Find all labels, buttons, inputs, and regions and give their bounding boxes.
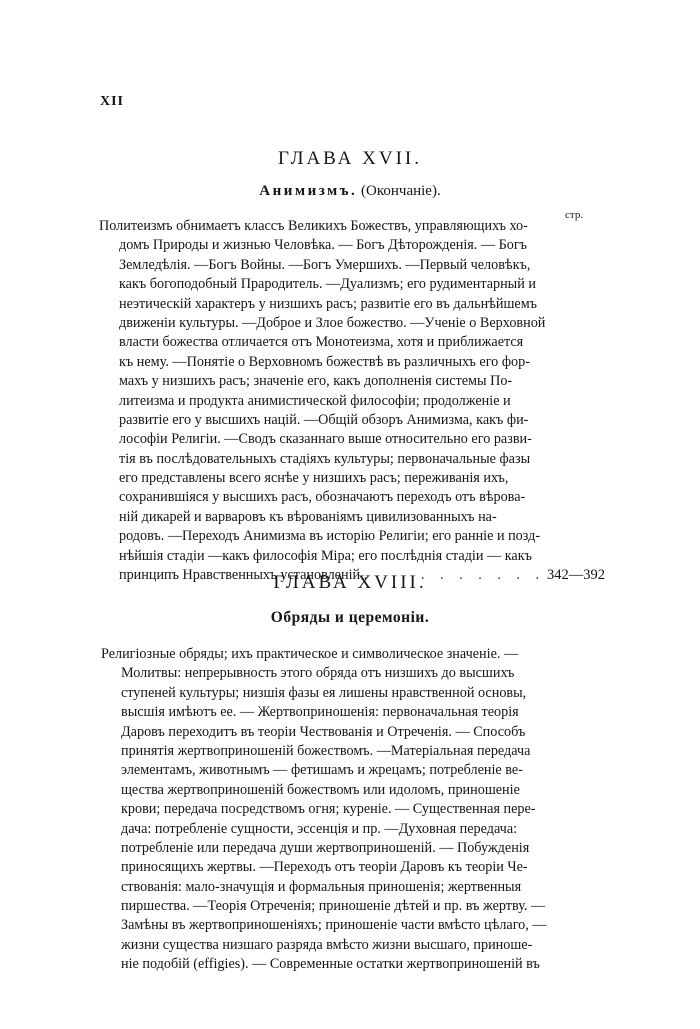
summary-line: высшія имѣютъ ее. — Жертвоприношенія: первоначальная теорія bbox=[121, 704, 519, 721]
chapter-18-subtitle-main: Обряды и церемоніи. bbox=[270, 609, 430, 626]
page-number: XII bbox=[100, 94, 125, 109]
summary-line: лософіи Религіи. —Сводъ сказаннаго выше относительно его разви- bbox=[119, 431, 532, 448]
summary-line: Земледѣлія. —Богъ Войны. —Богъ Умершихъ. —Первый человѣкъ, bbox=[119, 256, 531, 273]
summary-line: домъ Природы и жизнью Человѣка. — Богъ Дѣторожденія. — Богъ bbox=[119, 237, 528, 254]
summary-line: ступеней культуры; низшія фазы ея лишены нравственной основы, bbox=[121, 684, 527, 701]
summary-line: потребленіе или передача души жертвоприношеній. — Побужденія bbox=[121, 839, 530, 856]
chapter-18-summary bbox=[101, 645, 601, 975]
summary-line: щества жертвоприношеній божествомъ или идоломъ, приношеніе bbox=[121, 781, 520, 798]
summary-line: махъ у низшихъ расъ; значеніе его, какъ дополненія системы По- bbox=[119, 373, 513, 390]
summary-line: родовъ. —Переходъ Анимизма въ исторію Религіи; его ранніе и позд- bbox=[119, 528, 541, 545]
chapter-18-subtitle bbox=[0, 609, 700, 627]
chapter-18-title: ГЛАВА XVIII. bbox=[273, 572, 427, 593]
summary-line: какъ богоподобный Прародитель. —Дуализмъ; его рудиментарный и bbox=[119, 276, 536, 293]
summary-line: развитіе его у высшихъ націй. —Общій обзоръ Анимизма, какъ фи- bbox=[119, 411, 529, 428]
summary-line: Даровъ переходитъ въ теоріи Чествованія и Отреченія. — Способъ bbox=[121, 723, 526, 740]
page-column-label: стр. bbox=[565, 209, 584, 221]
page-range: 342—392 bbox=[547, 567, 605, 584]
summary-line: ніе подобій (effigies). — Современные остатки жертвоприношеній въ bbox=[121, 956, 540, 973]
summary-line: Молитвы: непрерывность этого обряда отъ низшихъ до высшихъ bbox=[121, 665, 515, 682]
summary-line: литеизма и продукта анимистической философіи; продолженіе и bbox=[119, 392, 511, 409]
chapter-17-subtitle-rest: (Окончаніе). bbox=[361, 183, 441, 199]
chapter-17-title: ГЛАВА XVII. bbox=[278, 148, 422, 169]
summary-line: власти божества отличается отъ Монотеизма, хотя и приближается bbox=[119, 334, 524, 351]
summary-line: неэтическій характеръ у низшихъ расъ; развитіе его въ дальнѣйшемъ bbox=[119, 295, 538, 312]
summary-line: жизни существа низшаго разряда вмѣсто жизни высшаго, приноше- bbox=[121, 936, 533, 953]
summary-last-text: принципъ Нравственныхъ установленій bbox=[119, 567, 361, 584]
chapter-17-subtitle-main: Анимизмъ. bbox=[259, 183, 358, 199]
summary-line: приносящихъ жертвы. —Переходъ отъ теоріи Даровъ къ теоріи Че- bbox=[121, 859, 528, 876]
summary-line: нѣйшія стадіи —какъ философія Міра; его послѣднія стадіи — какъ bbox=[119, 547, 532, 564]
summary-line: къ нему. —Понятіе о Верховномъ божествѣ въ различныхъ его фор- bbox=[119, 353, 530, 370]
summary-line: ствованія: мало-значущія и формальныя приношенія; жертвенныя bbox=[121, 878, 522, 895]
summary-line: его представлены всего яснѣе у низшихъ расъ; переживанія ихъ, bbox=[119, 470, 509, 487]
summary-line: движеніи культуры. —Доброе и Злое божество. —Ученіе о Верховной bbox=[119, 314, 546, 331]
summary-line: Замѣны въ жертвоприношеніяхъ; приношеніе части вмѣсто цѣлаго, — bbox=[121, 917, 547, 934]
summary-line: элементамъ, животнымъ — фетишамъ и жрецамъ; потребленіе ве- bbox=[121, 762, 523, 779]
summary-line: Политеизмъ обнимаетъ классъ Великихъ Божествъ, управляющихъ хо- bbox=[99, 218, 528, 234]
summary-line: дача: потребленіе сущности, эссенція и пр. —Духовная передача: bbox=[121, 820, 518, 837]
summary-line: принятія жертвоприношеній божествомъ. —Матеріальная передача bbox=[121, 742, 531, 759]
leader-dots: . . . . . . . . . . bbox=[363, 567, 546, 584]
summary-line: крови; передача посредствомъ огня; куреніе. — Существенная пере- bbox=[121, 801, 536, 818]
summary-line: ній дикарей и варваровъ къ вѣрованіямъ цивилизованныхъ на- bbox=[119, 508, 497, 525]
summary-line: сохранившіяся у высшихъ расъ, обозначаютъ переходъ отъ вѣрова- bbox=[119, 489, 526, 506]
summary-line: тія въ послѣдовательныхъ стадіяхъ культуры; первоначальные фазы bbox=[119, 450, 531, 467]
summary-line: пиршества. —Теорія Отреченія; приношеніе дѣтей и пр. въ жертву. — bbox=[121, 898, 546, 915]
summary-line: Религіозные обряды; ихъ практическое и символическое значеніе. — bbox=[101, 646, 519, 662]
chapter-17-summary bbox=[99, 217, 605, 585]
chapter-17-subtitle bbox=[0, 183, 700, 200]
